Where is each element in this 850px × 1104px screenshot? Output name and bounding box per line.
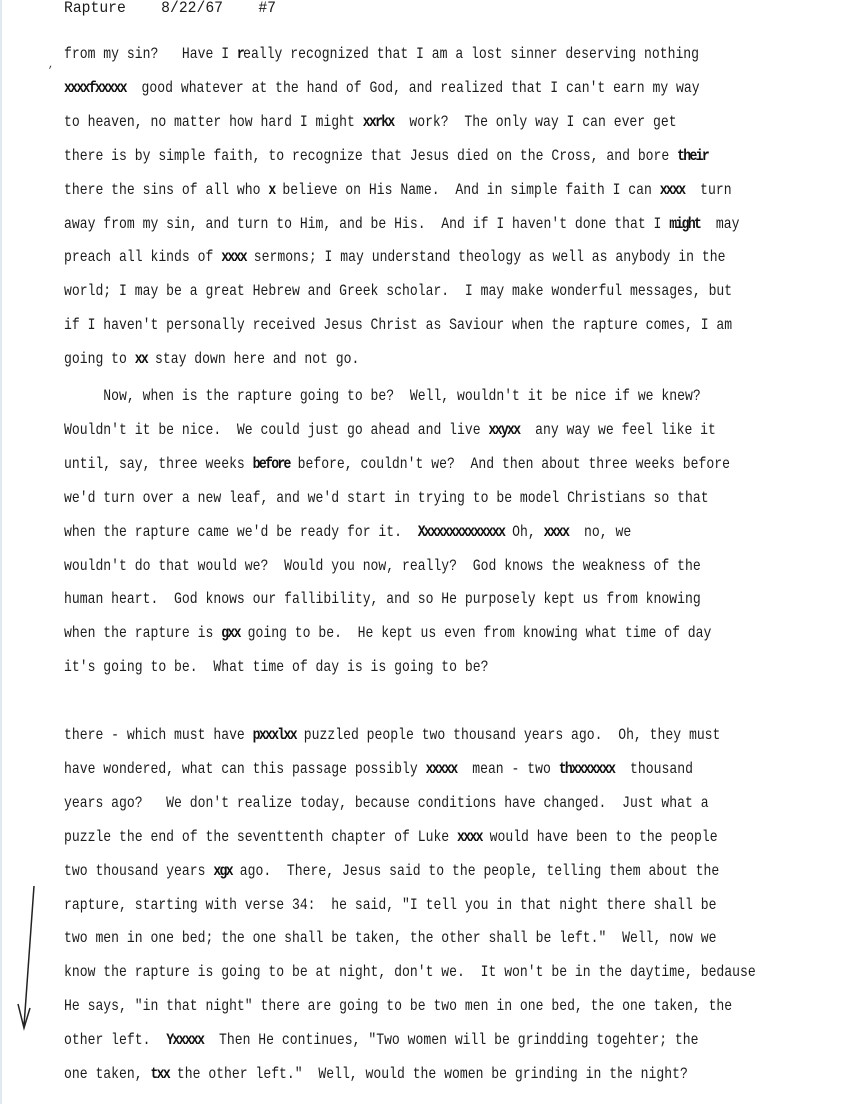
text-line xyxy=(64,1031,699,1049)
struck-out-text: xxyxx xyxy=(488,420,520,439)
text-line xyxy=(64,726,720,744)
text-segment: work? The only way I can ever get xyxy=(393,112,677,131)
text-segment: two thousand years xyxy=(64,861,214,880)
text-line xyxy=(64,387,701,405)
struck-out-text: xxxxfxxxxx xyxy=(64,78,126,97)
text-line xyxy=(64,997,732,1015)
text-segment: before, couldn't we? And then about three weeks before xyxy=(289,454,730,473)
text-segment: until, say, three weeks xyxy=(64,454,253,473)
header-number: #7 xyxy=(258,0,277,17)
text-segment: from my sin? Have I xyxy=(64,45,237,63)
text-segment: there is by simple faith, to recognize that Jesus died on the Cross, and bore xyxy=(64,146,678,165)
text-segment: any way we feel like it xyxy=(519,420,716,439)
text-line xyxy=(64,350,359,368)
text-line xyxy=(64,590,701,608)
text-segment: good whatever at the hand of God, and realized that I can't earn my way xyxy=(125,78,700,97)
text-segment: other left. xyxy=(64,1031,167,1050)
text-line xyxy=(64,1065,688,1083)
text-segment: may xyxy=(700,214,740,233)
text-line xyxy=(64,963,756,981)
text-segment: sermons; I may understand theology as well as anybody in the xyxy=(245,248,726,267)
text-segment: eally recognized that I am a lost sinner deserving nothing xyxy=(243,45,700,63)
text-segment: when the rapture is xyxy=(64,624,222,643)
text-line xyxy=(64,113,677,131)
text-segment: believe on His Name. And in simple faith I can xyxy=(274,180,660,199)
text-line xyxy=(64,557,701,575)
text-segment: know the rapture is going to be at night, don't we. It won't be in the daytime, bedause xyxy=(64,963,756,982)
text-line xyxy=(64,215,739,233)
text-segment: when the rapture came we'd be ready for it. xyxy=(64,522,418,541)
struck-out-text: xxxx xyxy=(457,827,482,846)
struck-out-text: before xyxy=(252,454,290,473)
text-segment: would have been to the people xyxy=(481,827,718,846)
struck-out-text: gxx xyxy=(221,624,240,643)
stray-mark: , xyxy=(48,60,55,71)
text-segment: if I haven't personally received Jesus Christ as Saviour when the rapture comes, I am xyxy=(64,316,733,335)
struck-out-text: xx xyxy=(134,350,148,369)
text-line xyxy=(64,760,693,778)
text-segment: Now, when is the rapture going to be? Well, wouldn't it be nice if we knew? xyxy=(64,387,701,405)
text-segment: wouldn't do that would we? Would you now, really? God knows the weakness of the xyxy=(64,556,701,575)
text-segment: years ago? We don't realize today, because conditions have changed. Just what a xyxy=(64,793,709,812)
text-segment: away from my sin, and turn to Him, and be His. And if I haven't done that I xyxy=(64,214,670,233)
text-line xyxy=(64,282,732,300)
text-segment: rapture, starting with verse 34: he said, "I tell you in that night there shall be xyxy=(64,895,717,914)
text-line xyxy=(64,929,716,947)
margin-arrow-icon xyxy=(16,886,46,1036)
struck-out-text: xxxx xyxy=(543,522,569,541)
text-segment: puzzled people two thousand years ago. Oh, they must xyxy=(295,726,721,744)
text-segment: the other left." Well, would the women be grinding in the night? xyxy=(169,1065,688,1083)
text-line xyxy=(64,45,699,63)
text-segment: Oh, xyxy=(504,522,544,541)
text-segment: He says, "in that night" there are going to be two men in one bed, the one taken, the xyxy=(64,997,733,1016)
text-segment: no, we xyxy=(568,522,632,541)
text-segment: stay down here and not go. xyxy=(147,350,360,369)
struck-out-text: xxxxx xyxy=(425,759,457,778)
text-line xyxy=(64,455,730,473)
text-line xyxy=(64,489,709,507)
struck-out-text: might xyxy=(669,214,701,233)
text-line xyxy=(64,248,725,266)
text-line xyxy=(64,316,732,334)
struck-out-text: Xxxxxxxxxxxxxx xyxy=(417,522,505,541)
text-segment: mean - two xyxy=(456,759,559,778)
text-segment: we'd turn over a new leaf, and we'd start in trying to be model Christians so that xyxy=(64,488,709,507)
text-line xyxy=(64,828,718,846)
struck-out-text: x xyxy=(268,180,275,199)
text-segment: turn xyxy=(684,180,732,199)
text-segment: world; I may be a great Hebrew and Greek scholar. I may make wonderful messages, but xyxy=(64,282,733,301)
struck-out-text: txx xyxy=(150,1065,170,1083)
text-segment: human heart. God knows our fallibility, and so He purposely kept us from knowing xyxy=(64,590,701,609)
text-segment: Then He continues, "Two women will be grindding togehter; the xyxy=(203,1031,699,1050)
text-segment: Wouldn't it be nice. We could just go ahead and live xyxy=(64,420,489,439)
text-segment: going to xyxy=(64,350,135,369)
struck-out-text: r xyxy=(236,45,244,63)
text-segment: there the sins of all who xyxy=(64,180,269,199)
text-line xyxy=(64,79,700,97)
text-segment: thousand xyxy=(614,759,693,778)
text-line xyxy=(64,658,488,676)
text-segment: there - which must have xyxy=(64,726,253,744)
text-line xyxy=(64,896,716,914)
struck-out-text: their xyxy=(677,146,709,165)
text-line xyxy=(64,147,708,165)
text-segment: to heaven, no matter how hard I might xyxy=(64,112,363,131)
text-segment: preach all kinds of xyxy=(64,248,222,267)
text-segment: one taken, xyxy=(64,1065,151,1083)
text-line xyxy=(64,523,631,541)
text-segment: going to be. He kept us even from knowing what time of day xyxy=(239,624,712,643)
text-line xyxy=(64,794,709,812)
text-line xyxy=(64,624,711,642)
text-segment: puzzle the end of the seventtenth chapter of Luke xyxy=(64,827,458,846)
struck-out-text: Yxxxxx xyxy=(166,1031,204,1050)
struck-out-text: pxxxlxx xyxy=(252,726,296,744)
page-header xyxy=(64,0,276,17)
struck-out-text: xgx xyxy=(213,861,232,880)
text-line xyxy=(64,862,719,880)
struck-out-text: thxxxxxxx xyxy=(558,759,615,778)
text-segment: have wondered, what can this passage possibly xyxy=(64,759,426,778)
header-date: 8/22/67 xyxy=(161,0,224,17)
text-line xyxy=(64,181,732,199)
text-segment: two men in one bed; the one shall be taken, the other shall be left." Well, now we xyxy=(64,929,717,948)
struck-out-text: xxrkx xyxy=(362,112,394,131)
struck-out-text: xxxx xyxy=(221,248,246,267)
header-title: Rapture xyxy=(64,0,126,17)
text-segment: it's going to be. What time of day is is going to be? xyxy=(64,658,489,677)
text-segment: ago. There, Jesus said to the people, telling them about the xyxy=(231,861,720,880)
struck-out-text: xxxx xyxy=(659,180,685,199)
text-line xyxy=(64,421,716,439)
